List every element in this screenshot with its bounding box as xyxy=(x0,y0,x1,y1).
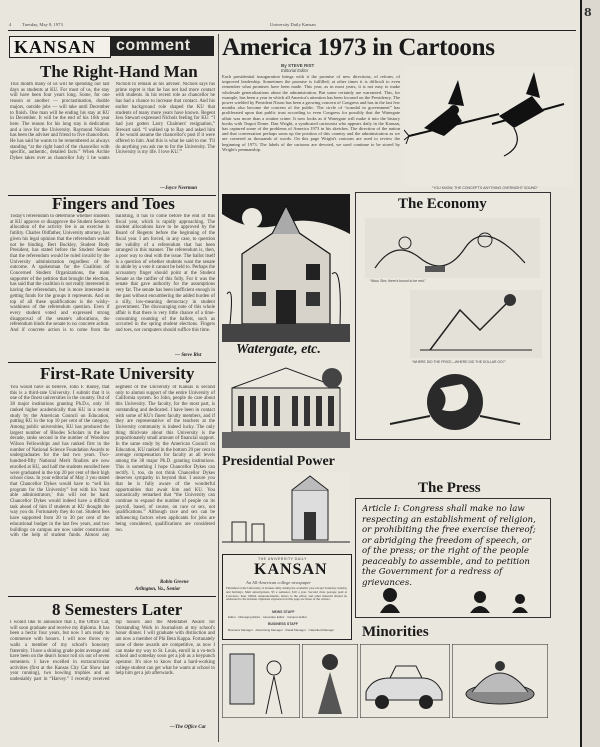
witch-cartoon-caption: “YOU KNOW, THE CONCEPT'S ANYTHING OVERNIGHT SOUND” xyxy=(432,186,538,190)
section-title-watergate: Watergate, etc. xyxy=(236,342,321,357)
editorial-signature: Robin Greene xyxy=(160,580,189,585)
haunted-house-cartoon xyxy=(222,194,350,342)
editorial-signature-line2: Arlington, Va., Senior xyxy=(135,587,181,592)
economy-caption-1: “Wow, Sire, there's bound to be rest.” xyxy=(370,279,426,283)
page-number: 4 xyxy=(9,22,12,27)
masthead-top-label: THE UNIVERSITY DAILY xyxy=(258,557,307,561)
economy-cartoon-2 xyxy=(410,290,542,358)
section-title-minorities: Minorities xyxy=(362,624,429,640)
section-title-economy: The Economy xyxy=(398,196,487,212)
editorial-body: I would like to announce that I, the Office Cat, will soon graduate and receive my diploma. It has been a hectic four years, but now I am ready to commence with honors. I will now throw my walls a member of my school's honorary fraternity. I have a shining grade point average and have been on the dean's honor roll six out of seven semesters. I have excelled in extracurricular activities (first at the Kansas City Cat Show last year running), two bowling trophies and an undeniably part in “Harvey.” I recently received top honors and the Mehitabel Award for Outstanding Work in Journalism at my school's honor dinner. I will graduate with distinction and am now a member of Phi Beta Kappa. Fortunately none of these awards are competitive, as now I can make my way to St. Louis, enroll in a vo-tech school and someday soon get a job as a keypunch operator. It's nice to know that a hard-working college student can get what he wants at school to help him get a job afterwards. xyxy=(10,620,215,683)
masthead-tagline: An All-American college newspaper xyxy=(246,580,312,585)
editorial-title: The Right-Hand Man xyxy=(40,62,198,81)
minorities-cartoon-3 xyxy=(360,644,450,718)
editorial-signature: — Steve Rist xyxy=(175,353,202,358)
business-staff-label: BUSINESS STAFF xyxy=(268,622,298,626)
editorial-title: 8 Semesters Later xyxy=(52,600,183,619)
section-title-press: The Press xyxy=(418,480,481,496)
issue-date: Tuesday, May 8, 1973 xyxy=(22,22,63,27)
editorial-body: This month many of us will be spending our last days as students at KU. For most of us, the stay will have been four years long. Some, for one reason or another — procrastination, double majors, outside jobs — will take until December to finish. One man will be ending his stay at KU in December. It will be the end of his 16th year here. The reason for his long stay is dedication and a love for the University. Raymond Nichols has been the adviser and friend to five chancellors. He has said he wants to be remembered as always standing “at the right hand of the chancellor with specific, authentic, detailed facts.” When Archie Dykes takes over as chancellor July 1 he wants Nichols to remain as his adviser. Nichols says his prime regret is that he has not had more contact with students. In his recent role as chancellor he has had a chance to increase that contact. And his earlier background role shaped the KU that students of many more years have known. Regent Jess Stewart expressed Nichols feeling for KU: “I had just gotten Larry Chalmers' resignation,” Stewart said. “I walked up to Ray and asked him if he would assume the chancellor's post if it were offered to him. And this is what he said to me: 'I'll do anything you ask me to for the University. The University is my life. I love KU.'” xyxy=(10,82,215,162)
news-staff-names: Editor · Managing Editor · Associate Editor · Campus Editor xyxy=(228,615,308,619)
editorial-title: First-Rate University xyxy=(40,364,195,383)
minorities-cartoon-1 xyxy=(222,644,300,718)
cartoons-intro: Each presidential inauguration brings with it the promise of new directions, of reform, of improved leadership. Sometimes the promise is fulfilled; at other times it is difficult to even remember what promises have been made. This year, as in most years, it is not easy to make wholesale generalizations about the administration. But some certainly are warranted. This, for example, has been a year in which all America's attention has been focused on the Presidency. The power wielded by President Nixon has been a growing concern of Congress and has in the last few months also become the concern of the public. The circle of “scandal in government” has proliferated upon that public trust according to even Congress for possibly that the Watergate affair was more than a routine crime. It now looks as if Watergate will make it into the history books with Teapot Dome. Dan Wright, a syndicated cartoonist who appears daily in the Kansan, has captured some of the problems of America 1973 in his sketches. The direction of the nation and that conversation perhaps sums up the position of this country and the administration as we are cornered as thousands of words. On this page Wright's cartoons are used to review the beginning of 1973. The labels of the cartoons are devoted, we used continue to be stored by Wright's penmanship. xyxy=(222,74,400,152)
witch-cartoon xyxy=(404,66,574,186)
globe-cartoon xyxy=(370,370,540,434)
press-cartoon-figures xyxy=(370,585,546,613)
masthead-staff-text: Published at the University of Kansas daily during the academic year except Saturday, Sunday and holidays. Mail subscriptions, $5 a semester, $10 a year. Second class postage paid at Lawrence, Kan. 66044. Announcements, letters to the editor, and other material should be addressed to the Kansan. Opinions expressed on this page are those of the writers. xyxy=(226,587,347,602)
watergate-cartoon xyxy=(222,360,350,448)
paper-name: University Daily Kansan xyxy=(270,22,316,27)
editorial-signature: —Joyce Neerman xyxy=(160,186,198,191)
cartoons-byline: By STEVE RIST xyxy=(281,63,315,68)
kansan-masthead: KANSAN xyxy=(9,36,111,58)
editorial-signature: —The Office Cat xyxy=(170,725,206,730)
cartoons-page-title: America 1973 in Cartoons xyxy=(222,34,495,61)
minorities-cartoon-2 xyxy=(302,644,358,718)
editorial-body: You would have us believe, John F. Bailey, that this is a third-rate University. I submit that it is one of the finest universities in the country. Out of 38 major institutions granting Ph.D.s, only 16 ranked higher academically than KU in a recent study by the American Council on Education, putting KU in the top 10 per cent of the category. Among public universities, KU has produced the largest number of Rhodes Scholars in the last decade, ranks second in the number of Woodrow Wilson Fellowships and has ranked first in the number of National Science Foundation Awards to undergraduates for the last two years. Two-hundred-fifty National Merit finalists are now enrolled at KU, and half the students enrolled here were graduated in the top 20 per cent of their high school class. In your editorial of May 3 you stated that Chancellor Dykes would have to “sell his program for the University” but with his 'most able administrators,' this will not be hard. Chancellor Dykes would indeed have a difficult task ahead of him if students at KU thought the way you do. Fortunately they do not. Student fees have supported from 20 to 30 per cent of the educational budget in the last few years, and two buildings on campus are now under construction with the help of student funds. Almost any segment of the University of Kansas is second only to alumni support of the entire University of California system. So John, people do care about this University. The faculty, for the most part, is outstanding and dedicated. I have been in contact with some of KU's finest faculty members, and if they are representative of the teachers at the University community is indeed lucky. The only thing third-rate about this University is the proportionately small amount of financial support. In the same study by the American Council on Education, KU ranked in the bottom 20 per cent in average compensation for faculty at all levels among the 38 major Ph.D. granting institutions. This is something I hope Chancellor Dykes can rectify. I, too, do not think Chancellor Dykes deserves sympathy in beyond that. I assure you that he is fully aware of the wonderful opportunities that await him and KU. You sarcastically remarked that “the University can continue to expand the number of people on its payroll, based, of course, on race or sex, not qualifications.” Although race and sex can be influencing factors when applicants for jobs are being considered, qualifications are considered too. xyxy=(10,385,215,539)
editorial-body: Today's referendum to determine whether students at KU approve or disapprove the Student Senate's allocation of the activity fee is an exercise in futility. Charles Oldfather, University attorney, has given his legal opinion that the referendum would not be binding. Bert Buckley, Student Body President, has stated before the Student Senate that the referendum would be ruled invalid by the University administration regardless of the outcome. A spokesman for the Coalition of Concerned Student Organizations, the main supporter of the petition that brought the election, has said that the coalition is not really interested in having the referendum, but is more interested in getting funds for the groups it represents. And on top of all these qualifications is the wishy-washiness of the referendum question. Even if every student voted and expressed strong disapproval of the senate's allocations, the referendum binds the senate to no concrete action. And if concrete action is to come from the balloting, it has to come before the end of this fiscal year, which is rapidly approaching. The student allocations have to be approved by the Board of Regents before the beginning of the fiscal year. I am forced, in any case, to question the validity of a referendum that has been arranged in this manner. The referendum is, then, a poor way to deal with the issue. The ballot itself is a question of whether students want the senate to abide by a vote it cannot be held to. Perhaps the accusatory finger should point at the Student Senate as the ratifier of this folly. For it was the senate that gave authority for the assumptions very far. The senate has been inefficient enough in the past without encumbering the added burden of a silly, low-meaning democracy in student government. The discouraging note of this whole affair is that there is very little chance of a time-consuming counting of the ballots, such as occurred in the spring student elections. Fingers and toes, not computers should suffice this time. xyxy=(10,214,215,334)
economy-cartoon-1 xyxy=(365,218,540,278)
cartoons-byline-title: Editorial Editor xyxy=(281,68,309,73)
facing-page-edge: 8 xyxy=(582,0,600,747)
business-staff-names: Business Manager · Advertising Manager · Retail Manager · Classified Manager xyxy=(228,628,335,632)
press-cartoon-text: Article I: Congress shall make no law respecting an establishment of religion, or prohibiting the free exercise thereof; or abridging the freedom of speech, or of the press; or the right of the people peaceably to assemble, and to petition the Government for a redress of grievances. xyxy=(362,504,536,588)
editorial-title: Fingers and Toes xyxy=(52,194,175,213)
economy-caption-2: “WHERE DID THE PRICE—WHERE DID THE DOLLAR GO?” xyxy=(412,360,506,364)
section-title-presidential-power: Presidential Power xyxy=(222,454,335,469)
comment-masthead: comment xyxy=(110,36,214,56)
minorities-cartoon-4 xyxy=(452,644,548,718)
presidential-power-cartoon xyxy=(222,472,350,550)
news-staff-label: NEWS STAFF xyxy=(272,610,295,614)
masthead-name: KANSAN xyxy=(254,561,328,578)
